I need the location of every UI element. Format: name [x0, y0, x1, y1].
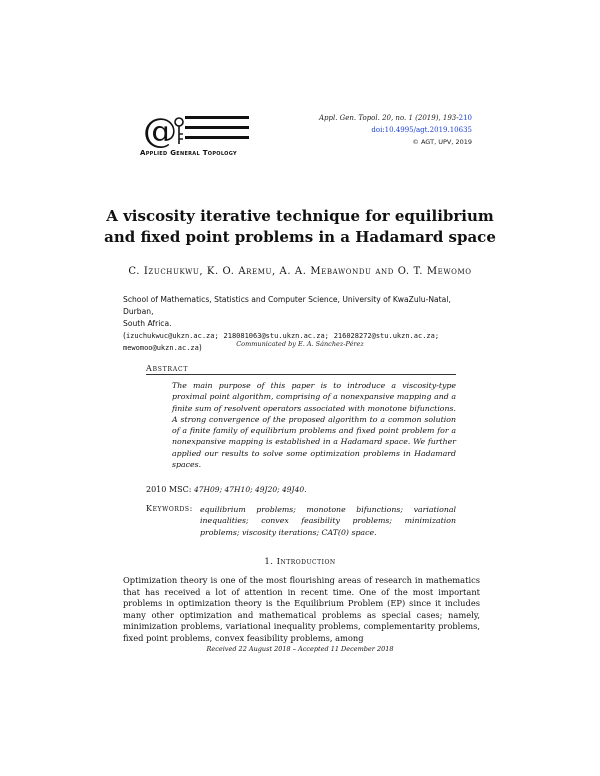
received-accepted-dates: Received 22 August 2018 – Accepted 11 December 2018: [206, 645, 394, 653]
paper-title: [0, 206, 600, 248]
keywords-label: Keywords:: [146, 504, 193, 513]
affiliation-line-2: South Africa. (izuchukwuc@ukzn.ac.za; 218081063@stu.ukzn.ac.za; 216028272@stu.ukzn.ac.za;: [123, 319, 440, 340]
at-symbol-logo-icon: @: [143, 111, 177, 151]
copyright: © AGT, UPV, 2019: [412, 138, 472, 146]
msc-label: 2010 MSC:: [146, 485, 192, 494]
keywords-text: equilibrium problems; monotone bifunctions; variational inequalities; convex feasibility problems; minimization problems; viscosity iterations; CAT(0) space.: [200, 505, 456, 537]
logo-lines: [185, 116, 249, 146]
email-3[interactable]: 216028272@stu.ukzn.ac.za;: [333, 332, 440, 340]
journal-citation: Appl. Gen. Topol. 20, no. 1 (2019), 193-210: [318, 114, 472, 122]
affiliation-line-1: School of Mathematics, Statistics and Computer Science, University of KwaZulu-Natal, Durban,: [123, 295, 451, 316]
abstract-text: The main purpose of this paper is to introduce a viscosity-type proximal point algorithm, comprising of a nonexpansive mapping and a finite sum of resolvent operators associated with monotone bifunctions. A strong convergence of the proposed algorithm to a common solution of a finite family of equilibrium problems and fixed point problem for a nonexpansive mapping is established in a Hadamard space. We further applied our results to solve some optimization problems in Hadamard spaces.: [172, 381, 457, 470]
title-line-1: A viscosity iterative technique for equilibrium: [106, 207, 494, 225]
msc: [146, 485, 307, 494]
msc-codes: 47H09; 47H10; 49J20; 49J40.: [193, 485, 307, 494]
introduction-text: Optimization theory is one of the most flourishing areas of research in mathematics that has received a lot of attention in recent time. One of the most important problems in optimization theory is the Equilibrium Problem (EP) since it includes many other optimization and mathematical problems as special cases; namely, minimization problems, variational inequality problems, complementarity problems, fixed point problems, convex feasibility problems, among: [123, 575, 480, 643]
communicated-by: Communicated by E. A. Sánchez-Pérez: [236, 340, 364, 348]
end-page-link[interactable]: 210: [458, 114, 472, 122]
email-1[interactable]: izuchukwuc@ukzn.ac.za;: [125, 332, 219, 340]
authors: C. Izuchukwu, K. O. Aremu, A. A. Mebawondu and O. T. Mewomo: [128, 266, 472, 277]
doi-link[interactable]: doi:10.4995/agt.2019.10635: [371, 126, 472, 134]
email-2[interactable]: 218081063@stu.ukzn.ac.za;: [223, 332, 329, 340]
logo-name: Applied General Topology: [140, 149, 237, 157]
section-heading: 1. Introduction: [264, 557, 336, 567]
key-logo-icon: [173, 116, 185, 146]
abstract-heading: Abstract: [146, 364, 189, 373]
title-line-2: and fixed point problems in a Hadamard space: [104, 228, 496, 246]
email-4[interactable]: mewomoo@ukzn.ac.za: [123, 344, 199, 352]
journal-logo: [140, 110, 253, 160]
abstract-rule: [146, 374, 456, 375]
affiliation-line-3: mewomoo@ukzn.ac.za): [123, 343, 202, 352]
journal-info: [319, 112, 472, 148]
